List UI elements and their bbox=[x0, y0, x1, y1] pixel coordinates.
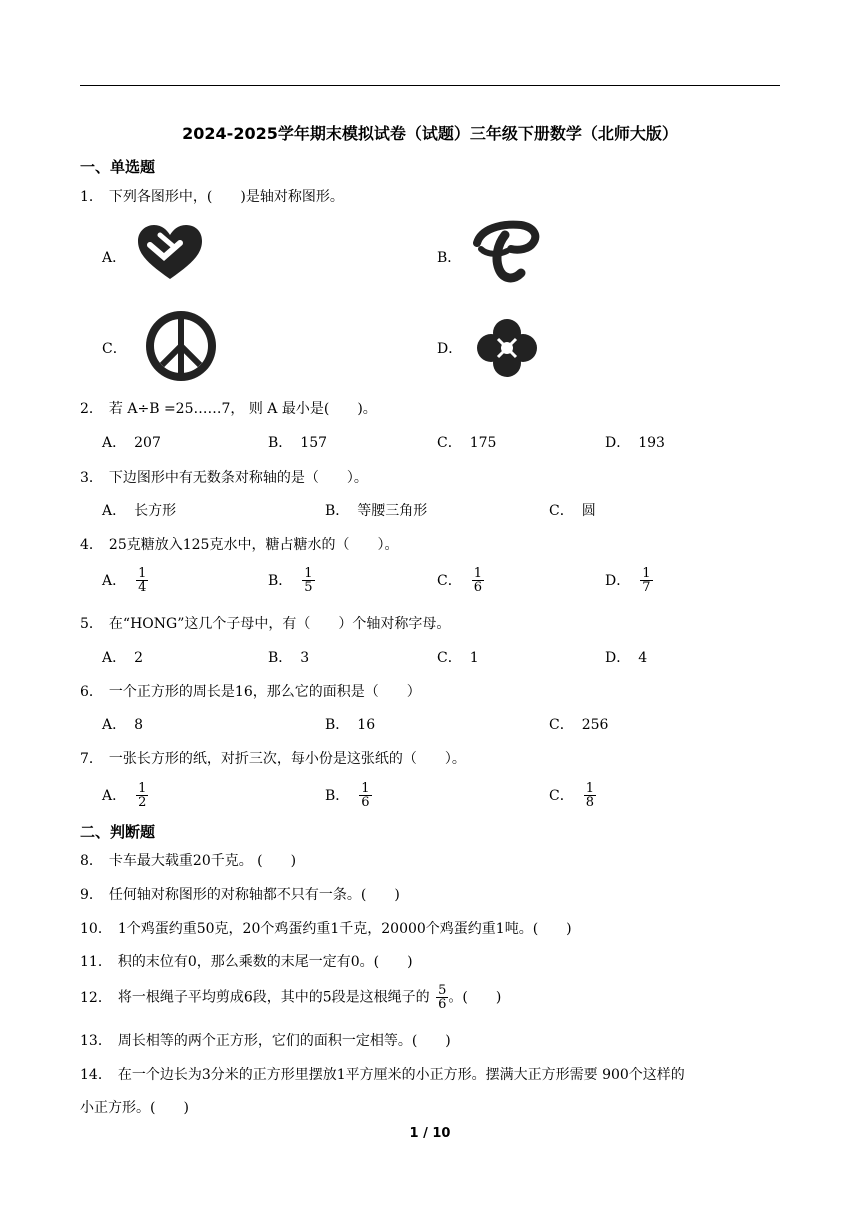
option-b: B． $\frac{1}{6}$ bbox=[325, 781, 370, 810]
fraction: $\frac{5}{6}$ bbox=[438, 983, 447, 1012]
question-6 bbox=[80, 681, 421, 701]
option-a: A． 长方形 bbox=[102, 503, 177, 519]
option-c: C． 256 bbox=[549, 717, 609, 733]
header-rule bbox=[80, 85, 780, 86]
fraction: $\frac{1}{2}$ bbox=[138, 781, 147, 810]
option-c: C． 圆 bbox=[549, 503, 596, 519]
question-4 bbox=[80, 534, 398, 554]
question-10: 10． 1个鸡蛋约重50克，20个鸡蛋约重1千克，20000个鸡蛋约重1吨。( ) bbox=[80, 921, 572, 937]
question-1 bbox=[80, 186, 344, 206]
option-a: A． $\frac{1}{4}$ bbox=[102, 566, 147, 595]
option-c: C． 175 bbox=[437, 435, 497, 451]
question-number: 7． bbox=[80, 751, 103, 767]
question-7 bbox=[80, 748, 466, 768]
option-a: A． 207 bbox=[102, 435, 161, 451]
question-text: 一个正方形的周长是16，那么它的面积是（ ） bbox=[108, 684, 421, 700]
question-5 bbox=[80, 613, 450, 633]
question-text: 若 A÷B =25……7， 则 A 最小是( )。 bbox=[108, 401, 377, 417]
fraction: $\frac{1}{5}$ bbox=[304, 566, 313, 595]
option-c-label: C． bbox=[102, 341, 127, 357]
option-d: D． 193 bbox=[605, 435, 665, 451]
question-14: 14． 在一个边长为3分米的正方形里摆放1平方厘米的小正方形。摆满大正方形需要 900个这样的 bbox=[80, 1067, 685, 1083]
option-c: C． 1 bbox=[437, 650, 479, 666]
question-13: 13． 周长相等的两个正方形，它们的面积一定相等。( ) bbox=[80, 1033, 451, 1049]
fraction: $\frac{1}{6}$ bbox=[473, 566, 482, 595]
option-d-label: D． bbox=[437, 341, 463, 357]
peace-sign-icon bbox=[142, 307, 220, 385]
clover-logo-icon bbox=[474, 317, 540, 379]
question-number: 5． bbox=[80, 616, 103, 632]
option-b: B． 等腰三角形 bbox=[325, 503, 428, 519]
question-text: 25克糖放入125克水中，糖占糖水的（ ）。 bbox=[108, 537, 399, 553]
page-title: 2024-2025学年期末模拟试卷（试题）三年级下册数学（北师大版） bbox=[182, 124, 678, 143]
question-text: 下边图形中有无数条对称轴的是（ ）。 bbox=[108, 470, 368, 486]
question-text: 下列各图形中，( )是轴对称图形。 bbox=[108, 189, 344, 205]
question-number: 4． bbox=[80, 537, 103, 553]
question-9: 9． 任何轴对称图形的对称轴都不只有一条。( ) bbox=[80, 887, 400, 903]
question-11: 11． 积的末位有0，那么乘数的末尾一定有0。( ) bbox=[80, 954, 413, 970]
fraction: $\frac{1}{4}$ bbox=[138, 566, 147, 595]
fraction: $\frac{1}{6}$ bbox=[361, 781, 370, 810]
question-text: 在“HONG”这几个子母中，有（ ）个轴对称字母。 bbox=[108, 616, 451, 632]
section-heading-single-choice: 一、单选题 bbox=[80, 158, 156, 176]
heart-hand-icon bbox=[134, 221, 206, 285]
option-b: B． 16 bbox=[325, 717, 376, 733]
question-3 bbox=[80, 467, 368, 487]
page-number: 1 / 10 bbox=[409, 1126, 451, 1141]
option-b: B． $\frac{1}{5}$ bbox=[268, 566, 313, 595]
option-c: C． $\frac{1}{6}$ bbox=[437, 566, 482, 595]
option-b: B． 157 bbox=[268, 435, 328, 451]
option-d: D． $\frac{1}{7}$ bbox=[605, 566, 651, 595]
question-2 bbox=[80, 398, 377, 418]
option-a: A． $\frac{1}{2}$ bbox=[102, 781, 147, 810]
question-14-continued: 小正方形。( ) bbox=[80, 1100, 189, 1116]
question-12: 12． 将一根绳子平均剪成6段，其中的5段是这根绳子的 $\frac{5}{6}$ 。( ) bbox=[80, 983, 502, 1012]
question-number: 2． bbox=[80, 401, 103, 417]
telecom-logo-icon bbox=[471, 219, 541, 287]
option-d: D． 4 bbox=[605, 650, 648, 666]
section-heading-true-false: 二、判断题 bbox=[80, 823, 156, 841]
question-8: 8． 卡车最大载重20千克。 ( ) bbox=[80, 853, 297, 869]
question-text: 一张长方形的纸，对折三次，每小份是这张纸的（ ）。 bbox=[108, 751, 466, 767]
question-number: 3． bbox=[80, 470, 103, 486]
question-number: 1． bbox=[80, 189, 103, 205]
option-a: A． 8 bbox=[102, 717, 144, 733]
option-a-label: A． bbox=[102, 250, 127, 266]
option-b: B． 3 bbox=[268, 650, 310, 666]
fraction: $\frac{1}{8}$ bbox=[585, 781, 594, 810]
option-a: A． 2 bbox=[102, 650, 144, 666]
option-c: C． $\frac{1}{8}$ bbox=[549, 781, 594, 810]
option-b-label: B． bbox=[437, 250, 462, 266]
question-number: 6． bbox=[80, 684, 103, 700]
fraction: $\frac{1}{7}$ bbox=[642, 566, 651, 595]
